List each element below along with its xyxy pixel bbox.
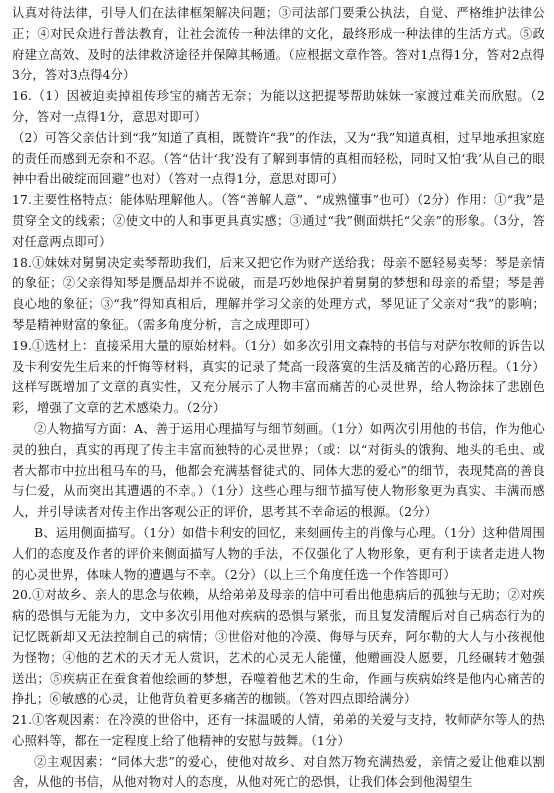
paragraph-q17: 17.主要性格特点：能体贴理解他人。（答“善解人意”、“成熟懂事”也可）（2分）作用：①“我”是贯穿全文的线索；②使文中的人和事更具真实感；③通过“我”侧面烘托“父亲”的形象。（3分，答对任意两点即可） (12, 193, 545, 249)
paragraph-q20: 20.①对故乡、亲人的思念与依赖，从给弟弟及母亲的信中可看出他患病后的孤独与无助；②对疾病的恐惧与无能为力，文中多次引用他对疾病的恐惧与紧张，而且复发清醒后对自己病态行为的记忆既新却又无法控制自己的病情；③世俗对他的冷漠、侮辱与厌弃，阿尔勒的大人与小孩视他为怪物；④他的艺术的天才无人赏识，艺术的心灵无人能懂，他赠画没人愿要，几经碾转才勉强送出；⑤疾病正在蚕食着他绘画的梦想，吞噬着他艺术的生命，作画与疾病始终是他内心痛苦的挣扎；⑥敏感的心灵，让他背负着更多痛苦的枷锁。（答对四点即给满分） (12, 588, 545, 707)
answer-text (12, 3, 545, 793)
paragraph-q15-continued: 认真对待法律，引导人们在法律框架解决问题；③司法部门要秉公执法，自觉、严格维护法律公正；④对民众进行普法教育，让社会流传一种法律的文化，最终形成一种法律的生活方式。⑤政府建立高效、及时的法律救济途径并保障其畅通。（应根据文章作答。答对1点得1分，答对2点得3分，答对3点得4分） (12, 6, 545, 83)
paragraph-q21-objective: 21.①客观因素：在冷漠的世俗中，还有一抹温暖的人情，弟弟的关爱与支持，牧师萨尔等人的热心照料等，都在一定程度上给了他精神的安慰与鼓舞。（1分） (12, 713, 545, 748)
paragraph-q19-character-b: B、运用侧面描写。（1分）如借卡利安的回忆，来刻画传主的肖像与心理。（1分）这种借周围人们的态度及作者的评价来侧面描写人物的手法，不仅强化了人物形象，更有利于读者走进人物的心灵世界，体味人物的遭遇与不幸。（2分）（以上三个角度任选一个作答即可） (12, 525, 545, 582)
paragraph-q19-selection: 19.①选材上：直接采用大量的原始材料。（1分）如多次引用文森特的书信与对萨尔牧师的诉告以及卡利安先生后来的忏悔等材料，真实的记录了梵高一段落寞的生活及痛苦的心路历程。（1分）这样写既增加了文章的真实性，又充分展示了人物丰富而痛苦的心灵世界，给人物涂抹了悲剧色彩，增强了文章的艺术感染力。（2分） (12, 338, 545, 416)
paragraph-q21-subjective: ②主观因素：“同体大悲”的爱心，使他对故乡、对自然万物充满热爱，亲情之爱让他难以割舍，从他的书信，从他对物对人的态度，从他对死亡的恐惧，让我们体会到他渴望生 (12, 754, 545, 790)
paragraph-q16-2: （2）可答父亲估计到“我”知道了真相，既赞许“我”的作法，又为“我”知道真相，过早地承担家庭的责任而感到无奈和不忍。（答“估计‘我’没有了解到事情的真相而轻松，同时又怕‘我’从自己的眼神中看出破绽而回避”也对）（答对一点得1分，意思对即可） (12, 130, 545, 187)
paragraph-q18: 18.①妹妹对舅舅决定卖琴帮助我们，后来又把它作为财产送给我；母亲不愿轻易卖琴：琴是亲情的象征；②父亲得知琴是赝品却并不说破，而是巧妙地保护着舅舅的梦想和母亲的希望；琴是善良心地的象征；③“我”得知真相后，理解并学习父亲的处理方式，琴见证了父亲对“我”的影响；琴是精神财富的象征。（需多角度分析，言之成理即可） (12, 255, 545, 332)
paragraph-q19-character-a: ②人物描写方面：A、善于运用心理描写与细节刻画。（1分）如两次引用他的书信，作为他心灵的独白，真实的再现了传主丰富而独特的心灵世界；（或：以“对街头的饿狗、地头的毛虫、或者大都市中拉出租马车的马，他都会充满基督徒式的、同体大悲的爱心”的细节，表现梵高的善良与仁爱，从而突出其遭遇的不幸。）（1分）这些心理与细节描写使人物形象更为真实、丰满而感人，并引导读者对传主作出客观公正的评价，思考其不幸命运的根源。（2分） (12, 421, 545, 520)
paragraph-q16-1: 16.（1）因被迫卖掉祖传珍宝的痛苦无奈；为能以这把提琴帮助妹妹一家渡过难关而欣慰。（2分，答对一点得1分，意思对即可） (12, 89, 545, 124)
